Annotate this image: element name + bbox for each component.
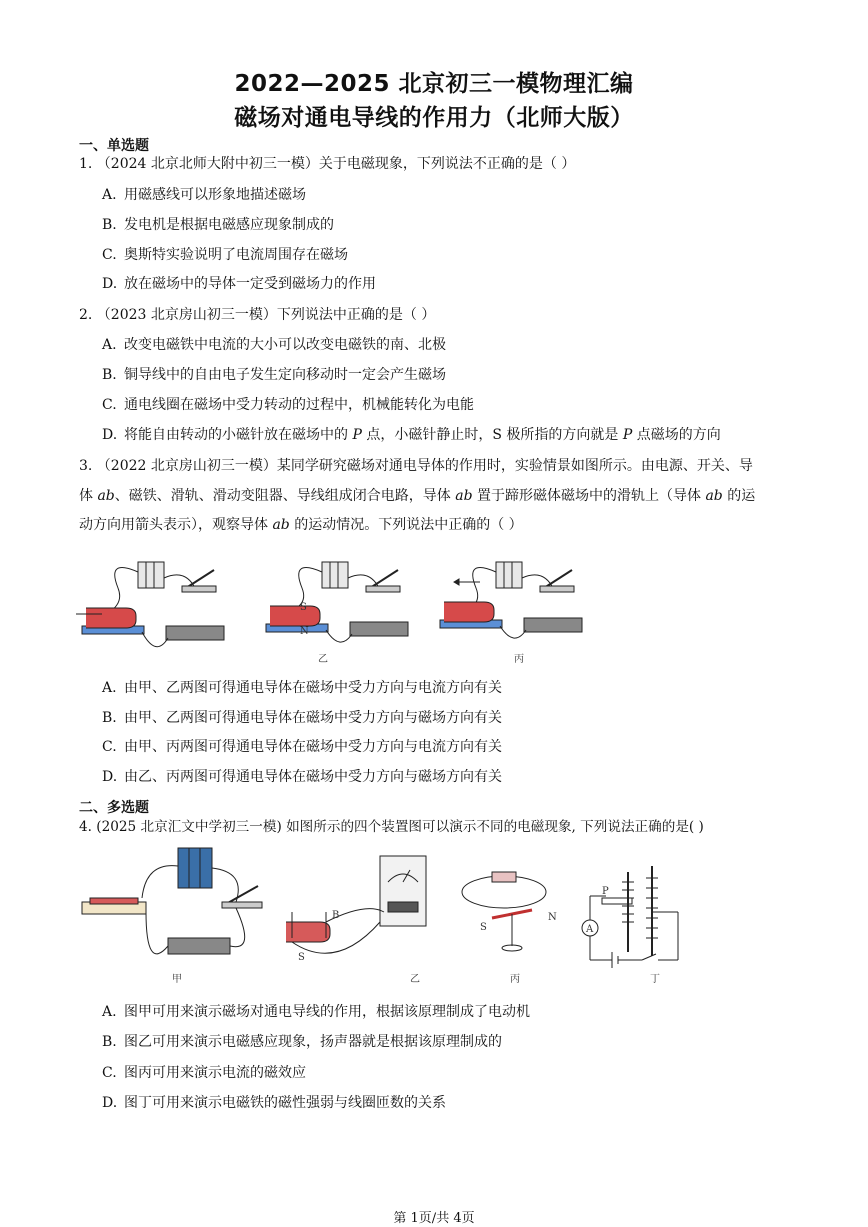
section-heading-single-choice: 一、单选题 [79, 138, 149, 154]
svg-text:A: A [586, 924, 594, 935]
q4-option-b: B. 图乙可用来演示电磁感应现象，扬声器就是根据该原理制成的 [102, 1034, 502, 1050]
question-2: 2. （2023 北京房山初三一模）下列说法中正确的是（ ） [79, 307, 436, 323]
svg-text:S: S [298, 952, 305, 963]
q2-option-b: B. 铜导线中的自由电子发生定向移动时一定会产生磁场 [102, 367, 446, 383]
q4-label-yi: 乙 [410, 974, 420, 985]
page-number: 第 1页/共 4页 [393, 1211, 475, 1226]
svg-text:B: B [332, 910, 340, 921]
svg-text:S: S [480, 922, 487, 933]
device-bing [462, 872, 557, 951]
q4-option-c: C. 图丙可用来演示电流的磁效应 [102, 1065, 306, 1081]
question-3-line-1: 3. （2022 北京房山初三一模）某同学研究磁场对通电导体的作用时，实验情景如图所示。由电源、开关、导 [79, 458, 753, 474]
q1-option-d: D. 放在磁场中的导体一定受到磁场力的作用 [102, 276, 376, 292]
q3-caption-bing: 丙 [514, 654, 524, 665]
question-4: 4. (2025 北京汇文中学初三一模) 如图所示的四个装置图可以演示不同的电磁现象, 下列说法正确的是( ) [79, 819, 704, 835]
q2-option-c: C. 通电线圈在磁场中受力转动的过程中，机械能转化为电能 [102, 397, 474, 413]
q4-label-bing: 丙 [510, 974, 520, 985]
svg-text:S: S [300, 602, 307, 613]
setup-bing [440, 562, 582, 638]
q3-caption-yi: 乙 [318, 654, 328, 665]
q1-option-c: C. 奥斯特实验说明了电流周围存在磁场 [102, 247, 348, 263]
device-jia [82, 848, 262, 954]
q3-experiment-figure [76, 548, 586, 666]
section-heading-multiple-choice: 二、多选题 [79, 800, 149, 816]
q2-option-a: A. 改变电磁铁中电流的大小可以改变电磁铁的南、北极 [102, 337, 446, 353]
q3-option-b: B. 由甲、乙两图可得通电导体在磁场中受力方向与磁场方向有关 [102, 710, 502, 726]
q1-option-b: B. 发电机是根据电磁感应现象制成的 [102, 217, 334, 233]
question-3-line-3: 动方向用箭头表示），观察导体 ab 的运动情况。下列说法中正确的（ ） [79, 517, 523, 533]
svg-text:N: N [548, 912, 557, 923]
q4-option-d: D. 图丁可用来演示电磁铁的磁性强弱与线圈匝数的关系 [102, 1095, 446, 1111]
device-ding [582, 866, 678, 968]
q4-label-jia: 甲 [172, 974, 182, 985]
q3-option-d: D. 由乙、丙两图可得通电导体在磁场中受力方向与磁场方向有关 [102, 769, 502, 785]
device-yi [286, 856, 426, 963]
q4-apparatus-figure [76, 842, 686, 990]
svg-text:N: N [300, 626, 309, 637]
page-title: 2022—2025 北京初三一模物理汇编 [234, 71, 634, 97]
question-1: 1. （2024 北京北师大附中初三一模）关于电磁现象，下列说法不正确的是（ ） [79, 156, 576, 172]
q1-option-a: A. 用磁感线可以形象地描述磁场 [102, 187, 306, 203]
page-subtitle: 磁场对通电导线的作用力（北师大版） [234, 105, 634, 131]
setup-yi [266, 562, 408, 642]
q4-label-ding: 丁 [650, 974, 660, 985]
q3-option-a: A. 由甲、乙两图可得通电导体在磁场中受力方向与电流方向有关 [102, 680, 502, 696]
svg-text:P: P [602, 886, 609, 897]
q2-option-d: D. 将能自由转动的小磁针放在磁场中的 P 点，小磁针静止时，S 极所指的方向就是 P 点磁场的方向 [102, 427, 721, 443]
question-3-line-2: 体 ab、磁铁、滑轨、滑动变阻器、导线组成闭合电路，导体 ab 置于蹄形磁体磁场中的滑轨上（导体 ab 的运 [79, 488, 756, 504]
q3-option-c: C. 由甲、丙两图可得通电导体在磁场中受力方向与电流方向有关 [102, 739, 502, 755]
setup-jia [76, 562, 224, 647]
q4-option-a: A. 图甲可用来演示磁场对通电导线的作用，根据该原理制成了电动机 [102, 1004, 530, 1020]
